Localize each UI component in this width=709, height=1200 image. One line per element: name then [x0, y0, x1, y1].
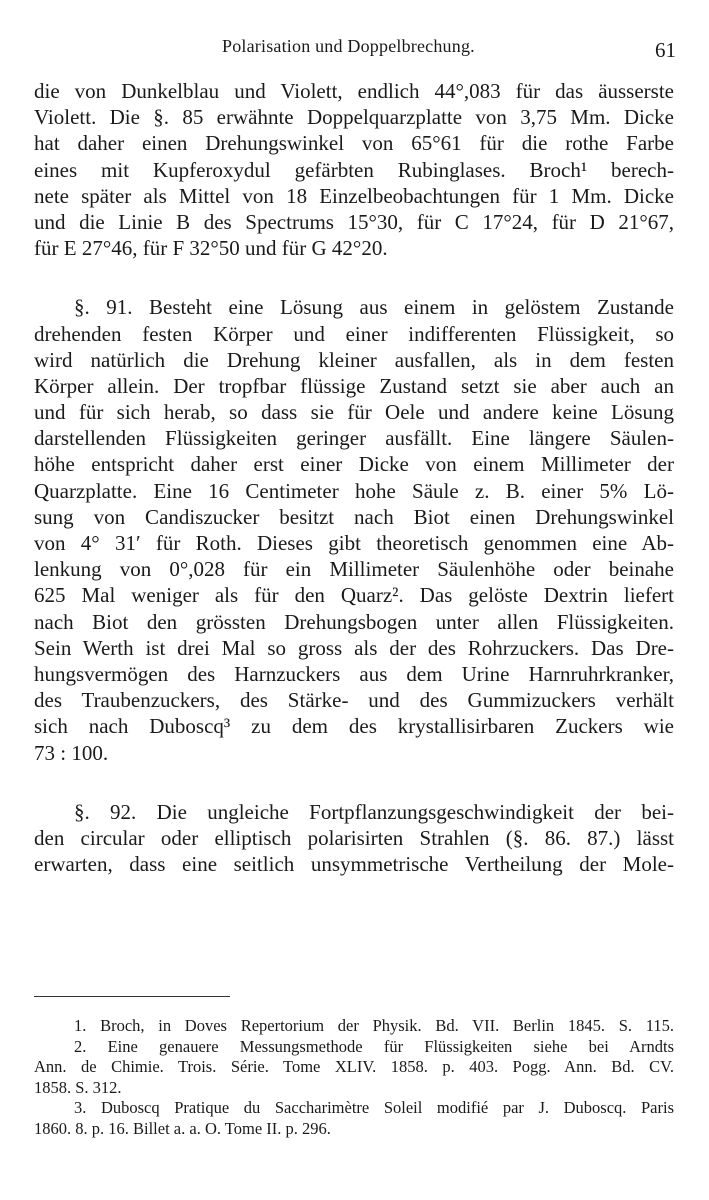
- text-line: erwarten, dass eine seitlich unsymmetrische Vertheilung der Mole-: [34, 852, 674, 877]
- book-page: [34, 0, 674, 1200]
- text-line: höhe entspricht daher erst einer Dicke von einem Millimeter der: [34, 452, 674, 477]
- text-line: wird natürlich die Drehung kleiner ausfallen, als in dem festen: [34, 347, 674, 372]
- text-line: sung von Candiszucker besitzt nach Biot einen Drehungswinkel: [34, 504, 674, 529]
- text-line: hungsvermögen des Harnzuckers aus dem Urine Harnruhrkranker,: [34, 661, 674, 686]
- text-line: eines mit Kupferoxydul gefärbten Rubinglases. Broch¹ berech-: [34, 157, 674, 182]
- page-number: 61: [655, 38, 676, 62]
- text-line: §. 91. Besteht eine Lösung aus einem in gelöstem Zustande: [74, 295, 674, 320]
- text-line: des Traubenzuckers, des Stärke- und des Gummizuckers verhält: [34, 688, 674, 713]
- footnote-divider: [34, 996, 230, 997]
- text-line: und die Linie B des Spectrums 15°30, für C 17°24, für D 21°67,: [34, 209, 674, 234]
- paragraph-continuation: [34, 78, 674, 261]
- footnote-3-continued: 1860. 8. p. 16. Billet a. a. O. Tome II. p. 296.: [34, 1118, 331, 1138]
- text-line: nete später als Mittel von 18 Einzelbeobachtungen für 1 Mm. Dicke: [34, 183, 674, 208]
- text-line: den circular oder elliptisch polarisirten Strahlen (§. 86. 87.) lässt: [34, 825, 674, 850]
- text-line: Sein Werth ist drei Mal so gross als der des Rohrzuckers. Das Dre-: [34, 635, 674, 660]
- text-line: drehenden festen Körper und einer indifferenten Flüssigkeit, so: [34, 321, 674, 346]
- text-line: Violett. Die §. 85 erwähnte Doppelquarzplatte von 3,75 Mm. Dicke: [34, 105, 674, 130]
- text-line: die von Dunkelblau und Violett, endlich 44°,083 für das äusserste: [34, 79, 674, 103]
- running-title: Polarisation und Doppelbrechung.: [222, 36, 475, 56]
- text-line: 73 : 100.: [34, 740, 109, 765]
- text-line: hat daher einen Drehungswinkel von 65°61 für die rothe Farbe: [34, 131, 674, 156]
- text-line: §. 92. Die ungleiche Fortpflanzungsgeschwindigkeit der bei-: [74, 799, 674, 824]
- footnote-2-continued: 1858. S. 312.: [34, 1077, 122, 1097]
- text-line: von 4° 31′ für Roth. Dieses gibt theoretisch genommen eine Ab-: [34, 531, 674, 555]
- text-line: und für sich herab, so dass sie für Oele und andere keine Lösung: [34, 400, 674, 425]
- text-line: nach Biot den grössten Drehungsbogen unter allen Flüssigkeiten.: [34, 609, 674, 634]
- footnote-2: 2. Eine genauere Messungsmethode für Flüssigkeiten siehe bei Arndts: [74, 1036, 674, 1056]
- footnote-3: 3. Duboscq Pratique du Saccharimètre Soleil modifié par J. Duboscq. Paris: [74, 1098, 674, 1117]
- footnotes: [34, 1016, 674, 1139]
- paragraph-section-91: [34, 294, 674, 765]
- page-header: [34, 36, 674, 64]
- paragraph-section-92: [34, 799, 674, 878]
- text-line: sich nach Duboscq³ zu dem des krystallisirbaren Zuckers wie: [34, 714, 674, 739]
- text-line: für E 27°46, für F 32°50 und für G 42°20.: [34, 236, 388, 261]
- text-line: Quarzplatte. Eine 16 Centimeter hohe Säule z. B. einer 5% Lö-: [34, 478, 674, 503]
- text-line: darstellenden Flüssigkeiten geringer ausfällt. Eine längere Säulen-: [34, 426, 674, 451]
- body-text: [34, 78, 674, 877]
- footnote-1: 1. Broch, in Doves Repertorium der Physik. Bd. VII. Berlin 1845. S. 115.: [74, 1016, 674, 1035]
- text-line: Körper allein. Der tropfbar flüssige Zustand setzt sie aber auch an: [34, 373, 674, 398]
- footnote-2-continued: Ann. de Chimie. Trois. Série. Tome XLIV. 1858. p. 403. Pogg. Ann. Bd. CV.: [34, 1057, 674, 1076]
- text-line: 625 Mal weniger als für den Quarz². Das gelöste Dextrin liefert: [34, 583, 674, 608]
- text-line: lenkung von 0°,028 für ein Millimeter Säulenhöhe oder beinahe: [34, 557, 674, 582]
